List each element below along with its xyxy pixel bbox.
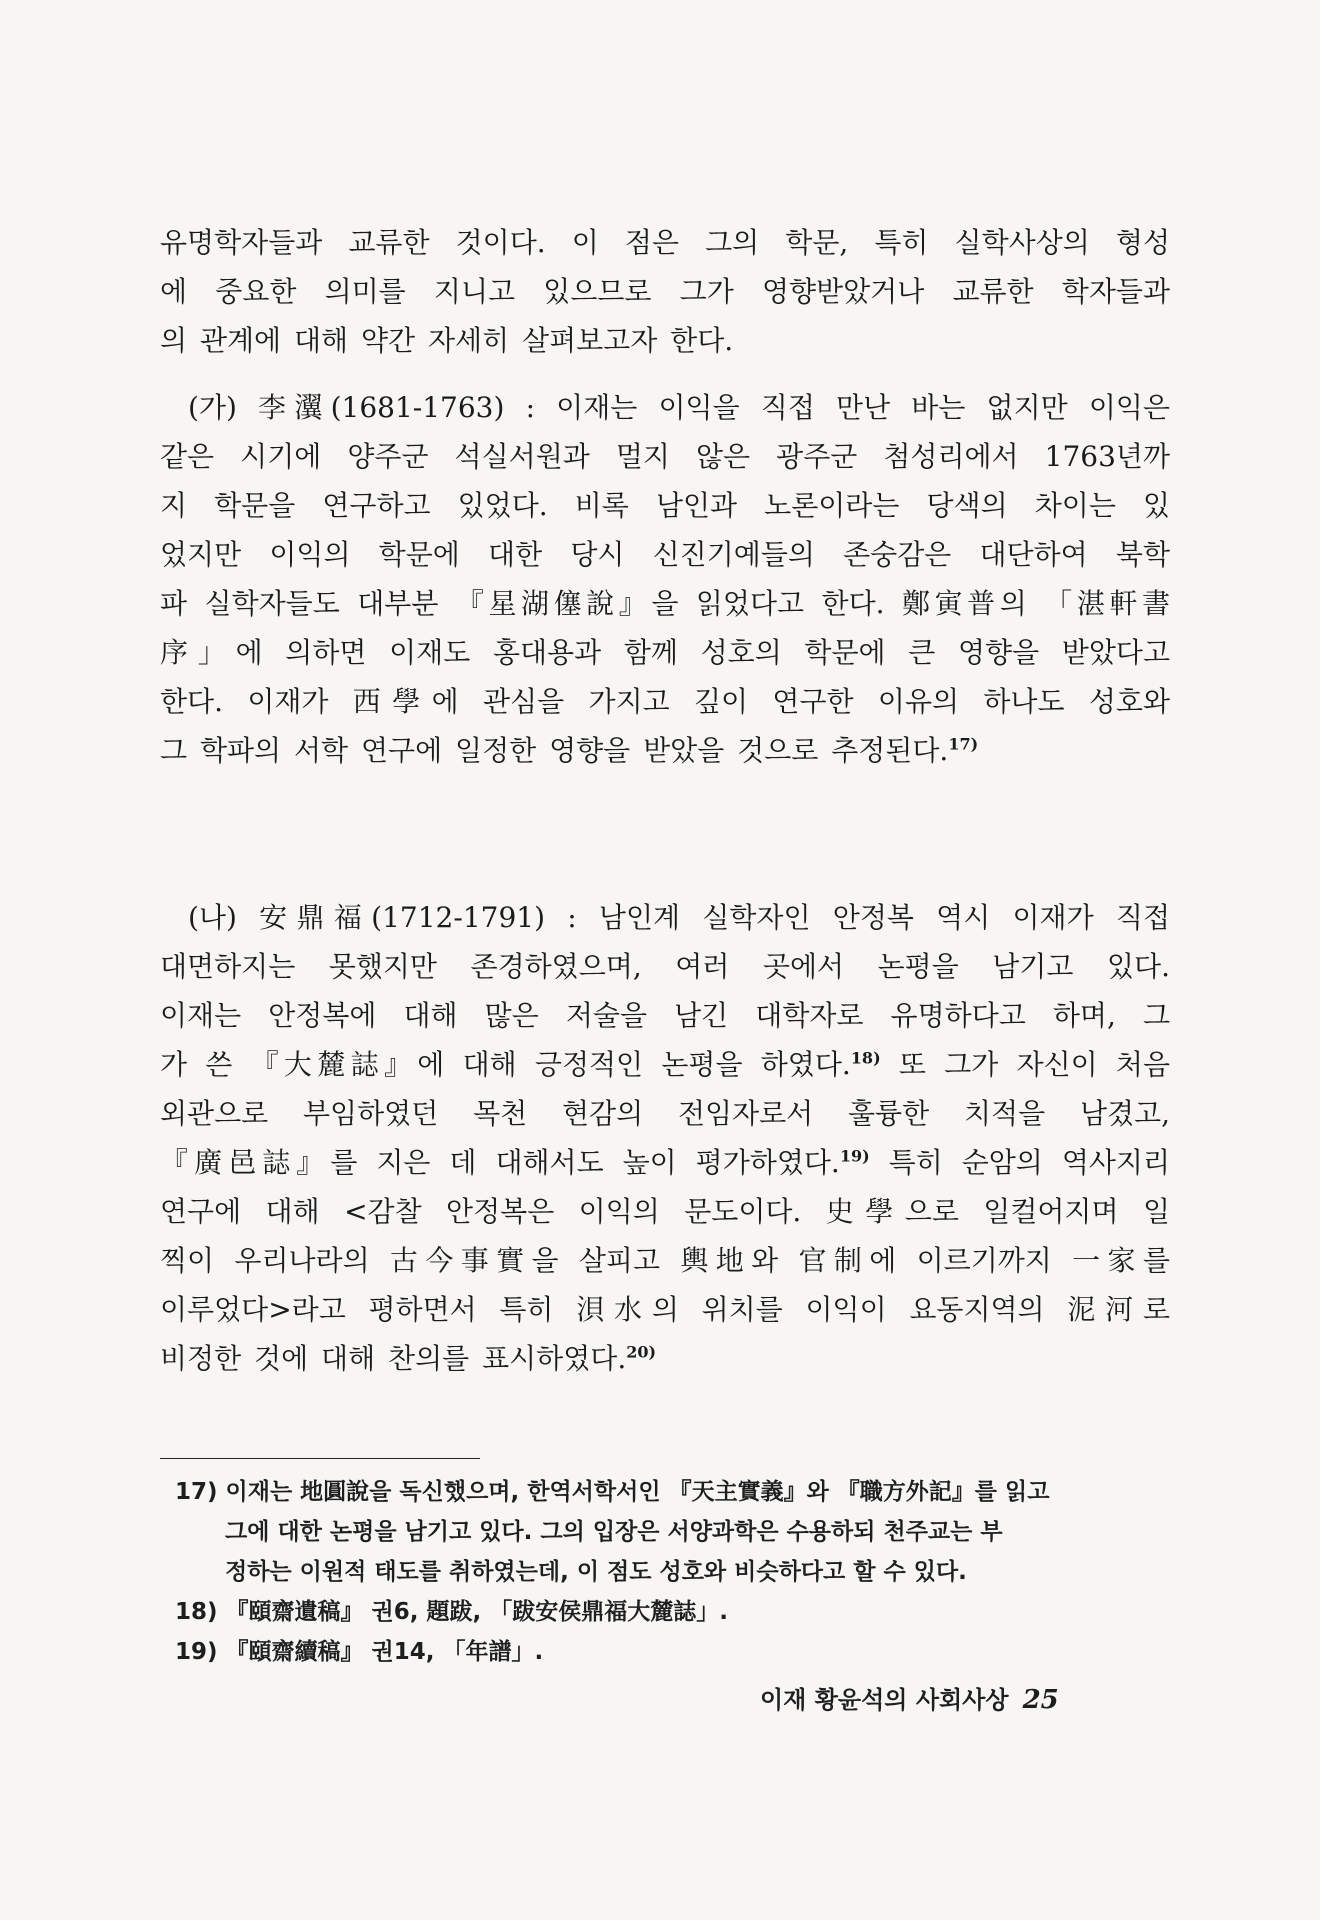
text-line-with-footnote [160, 1138, 1170, 1187]
text-line: 가 쓴 『大麓誌』에 대해 긍정적인 논평을 하였다. [160, 1048, 851, 1081]
intro-paragraph [160, 218, 1170, 365]
text-line-with-footnote [160, 1040, 1170, 1089]
page-number: 25 [1022, 1685, 1059, 1715]
footnote-17-line: 그에 대한 논평을 남기고 있다. 그의 입장은 서양과학은 수용하되 천주교는 부 [225, 1519, 1003, 1545]
text-line: 이재는 안정복에 대해 많은 저술을 남긴 대학자로 유명하다고 하며, 그 [160, 999, 1170, 1032]
text-line: 연구에 대해 <감찰 안정복은 이익의 문도이다. 史學으로 일컬어지며 일 [160, 1195, 1170, 1228]
text-line-with-footnote [160, 726, 1170, 775]
footnotes [175, 1472, 1175, 1672]
text-line: 이루었다>라고 평하면서 특히 浿水의 위치를 이익이 요동지역의 泥河로 [160, 1293, 1170, 1326]
text-line: 그 학파의 서학 연구에 일정한 영향을 받았을 것으로 추정된다. [160, 734, 949, 767]
running-footer [760, 1680, 1180, 1715]
text-line: (가) 李瀷(1681-1763) : 이재는 이익을 직접 만난 바는 없지만 이익은 [188, 391, 1170, 424]
footnote-18: 18) 『頤齋遺稿』 권6, 題跋, 「跋安侯鼎福大麓誌」. [175, 1599, 728, 1625]
text-line: 파 실학자들도 대부분 『星湖僿說』을 읽었다고 한다. 鄭寅普의 「湛軒書 [160, 587, 1170, 620]
text-line: 의 관계에 대해 약간 자세히 살펴보고자 한다. [160, 324, 734, 357]
text-line: 비정한 것에 대해 찬의를 표시하였다. [160, 1342, 627, 1375]
text-line: 같은 시기에 양주군 석실서원과 멀지 않은 광주군 첨성리에서 1763년까 [160, 440, 1170, 473]
footnote-ref-18: 18) [850, 1048, 881, 1068]
footnote-divider [160, 1458, 480, 1459]
footnote-17-line: 17) 이재는 地圓說을 독신했으며, 한역서학서인 『天主實義』와 『職方外記』를 읽고 [175, 1479, 1050, 1505]
text-line: 유명학자들과 교류한 것이다. 이 점은 그의 학문, 특히 실학사상의 형성 [160, 226, 1170, 259]
text-line: 었지만 이익의 학문에 대한 당시 신진기예들의 존숭감은 대단하여 북학 [160, 538, 1170, 571]
text-line: 찍이 우리나라의 古今事實을 살피고 輿地와 官制에 이르기까지 一家를 [160, 1244, 1170, 1277]
section-na-paragraph [160, 893, 1170, 1383]
text-line: 대면하지는 못했지만 존경하였으며, 여러 곳에서 논평을 남기고 있다. [160, 950, 1170, 983]
text-line-tail: 또 그가 자신이 처음 [898, 1048, 1170, 1081]
text-line: (나) 安鼎福(1712-1791) : 남인계 실학자인 안정복 역시 이재가 직접 [188, 901, 1170, 934]
footnote-ref-19: 19) [839, 1146, 870, 1166]
text-line-with-footnote [160, 1334, 1170, 1383]
footnote-ref-17: 17) [948, 734, 979, 754]
text-line-tail: 특히 순암의 역사지리 [888, 1146, 1170, 1179]
text-line: 에 중요한 의미를 지니고 있으므로 그가 영향받았거나 교류한 학자들과 [160, 275, 1170, 308]
footnote-17-line: 정하는 이원적 태도를 취하였는데, 이 점도 성호와 비슷하다고 할 수 있다. [225, 1559, 967, 1585]
running-title: 이재 황윤석의 사회사상 [760, 1686, 1009, 1714]
section-ga-paragraph [160, 383, 1170, 775]
footnote-19: 19) 『頤齋續稿』 권14, 「年譜」. [175, 1639, 544, 1665]
text-line: 지 학문을 연구하고 있었다. 비록 남인과 노론이라는 당색의 차이는 있 [160, 489, 1170, 522]
text-line: 『廣邑誌』를 지은 데 대해서도 높이 평가하였다. [160, 1146, 840, 1179]
text-line: 序」에 의하면 이재도 홍대용과 함께 성호의 학문에 큰 영향을 받았다고 [160, 636, 1170, 669]
text-line: 외관으로 부임하였던 목천 현감의 전임자로서 훌륭한 치적을 남겼고, [160, 1097, 1170, 1130]
footnote-ref-20: 20) [626, 1342, 657, 1362]
text-line: 한다. 이재가 西學에 관심을 가지고 깊이 연구한 이유의 하나도 성호와 [160, 685, 1170, 718]
